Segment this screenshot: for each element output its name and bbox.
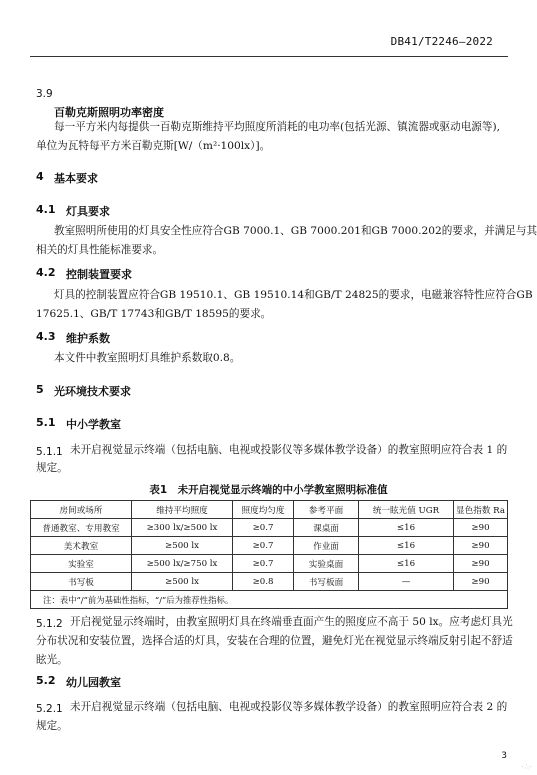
section-5-1-number: 5.1 [36, 416, 56, 429]
table-cell: ≥90 [454, 555, 508, 573]
section-5-title: 光环境技术要求 [54, 385, 131, 398]
table-cell: 书写板 [31, 573, 132, 591]
table-note: 注：表中“/”前为基础性指标，“/”后为推荐性指标。 [31, 591, 508, 609]
section-5-2-1-line1: 未开启视觉显示终端（包括电脑、电视或投影仪等多媒体教学设备）的教室照明应符合表 2 的 [70, 701, 508, 713]
table-header-cell: 照度均匀度 [233, 501, 294, 519]
document-id: DB41/T2246—2022 [390, 35, 493, 48]
section-4-3-number: 4.3 [36, 330, 56, 343]
table-cell: ≥90 [454, 573, 508, 591]
section-5-2-1-line2: 规定。 [36, 720, 68, 732]
table-header-cell: 参考平面 [294, 501, 359, 519]
section-5-2-number: 5.2 [36, 674, 56, 687]
table-cell: ≥500 lx [132, 573, 233, 591]
table-1 [30, 500, 508, 609]
table-cell: 作业面 [294, 537, 359, 555]
table-cell: ≥300 lx/≥500 lx [132, 519, 233, 537]
table-cell: ≥0.8 [233, 573, 294, 591]
table-cell: 实验室 [31, 555, 132, 573]
table-cell: 课桌面 [294, 519, 359, 537]
section-5-1-2-line3: 眩光。 [36, 654, 68, 666]
table-cell: ≥0.7 [233, 537, 294, 555]
table-cell: ≥0.7 [233, 555, 294, 573]
table-cell: 书写板面 [294, 573, 359, 591]
table-row [31, 519, 508, 537]
table-1-caption: 表1 未开启视觉显示终端的中小学教室照明标准值 [149, 484, 388, 496]
section-5-1-2-line2: 分布状况和安装位置，选择合适的灯具，安装在合理的位置，避免灯光在视觉显示终端反射引起不舒适 [36, 635, 513, 647]
section-4-1-line1: 教室照明所使用的灯具安全性应符合GB 7000.1、GB 7000.201和GB 7000.202的要求，并满足与其 [54, 225, 537, 237]
table-cell: ≤16 [359, 519, 454, 537]
table-cell: ≥500 lx/≥750 lx [132, 555, 233, 573]
section-5-2-title: 幼儿园教室 [66, 676, 121, 689]
table-row [31, 537, 508, 555]
section-5-number: 5 [36, 383, 44, 396]
section-5-1-title: 中小学教室 [66, 418, 121, 431]
table-cell: ≤16 [359, 555, 454, 573]
table-header-cell: 显色指数 Ra [454, 501, 508, 519]
section-3-9-number: 3.9 [36, 88, 53, 100]
section-3-9-line2: 单位为瓦特每平方米百勒克斯[W/（m²·100lx）]。 [36, 140, 271, 152]
section-4-1-number: 4.1 [36, 203, 56, 216]
section-4-number: 4 [36, 170, 44, 183]
section-4-3-title: 维护系数 [66, 332, 110, 345]
section-4-1-title: 灯具要求 [66, 205, 110, 218]
section-5-1-2-line1: 开启视觉显示终端时，由教室照明灯具在终端垂直面产生的照度应不高于 50 lx。应考虑灯具光 [70, 616, 513, 628]
header-divider [30, 56, 508, 57]
table-cell: ≥500 lx [132, 537, 233, 555]
table-header-cell: 统一眩光值 UGR [359, 501, 454, 519]
table-cell: ≤16 [359, 537, 454, 555]
corner-mark-icon: ·∴· [521, 763, 533, 771]
table-header-row [31, 501, 508, 519]
table-cell: ≥90 [454, 537, 508, 555]
section-5-2-1-number: 5.2.1 [36, 703, 63, 715]
table-cell: 实验桌面 [294, 555, 359, 573]
section-4-title: 基本要求 [54, 172, 98, 185]
table-header-cell: 维持平均照度 [132, 501, 233, 519]
section-4-2-line2: 17625.1、GB/T 17743和GB/T 18595的要求。 [36, 308, 272, 320]
table-cell: ≥90 [454, 519, 508, 537]
table-cell: ≥0.7 [233, 519, 294, 537]
section-4-2-title: 控制装置要求 [66, 268, 132, 281]
section-3-9-term: 百勒克斯照明功率密度 [54, 106, 164, 119]
table-note-row [31, 591, 508, 609]
section-4-1-line2: 相关的灯具性能标准要求。 [36, 244, 164, 256]
table-row [31, 555, 508, 573]
section-4-2-number: 4.2 [36, 266, 56, 279]
table-cell: 美术教室 [31, 537, 132, 555]
section-5-1-1-line1: 未开启视觉显示终端（包括电脑、电视或投影仪等多媒体教学设备）的教室照明应符合表 1 的 [70, 444, 508, 456]
table-cell: — [359, 573, 454, 591]
section-5-1-2-number: 5.1.2 [36, 618, 63, 630]
section-3-9-line1: 每一平方米内每提供一百勒克斯维持平均照度所消耗的电功率(包括光源、镇流器或驱动电源等), [54, 121, 500, 133]
section-5-1-1-number: 5.1.1 [36, 446, 63, 458]
table-header-cell: 房间或场所 [31, 501, 132, 519]
section-5-1-1-line2: 规定。 [36, 462, 68, 474]
page-number: 3 [501, 751, 507, 761]
section-4-3-line1: 本文件中教室照明灯具维护系数取0.8。 [54, 352, 241, 364]
table-cell: 普通教室、专用教室 [31, 519, 132, 537]
table-row [31, 573, 508, 591]
section-4-2-line1: 灯具的控制装置应符合GB 19510.1、GB 19510.14和GB/T 24825的要求，电磁兼容特性应符合GB [54, 289, 533, 301]
